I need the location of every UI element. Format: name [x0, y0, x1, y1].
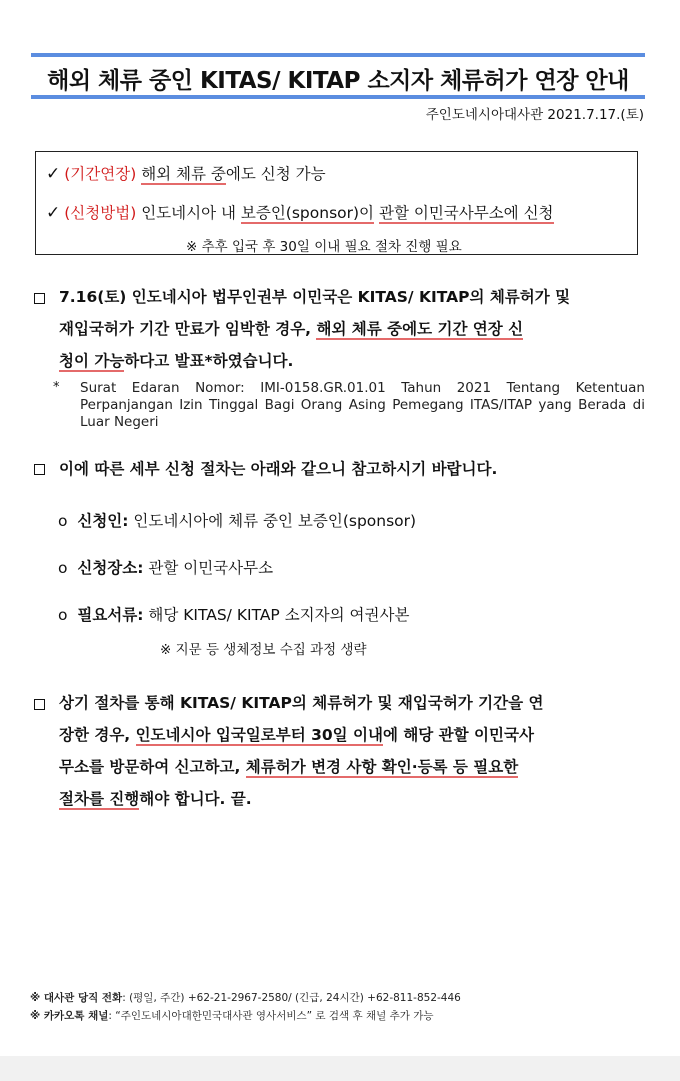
checkbox-bullet-icon — [34, 293, 45, 304]
section1-paragraph: 7.16(토) 인도네시아 법무인권부 이민국은 KITAS/ KITAP의 체류허가 및 재입국허가 기간 만료가 임박한 경우, 해외 체류 중에도 기간 연장 신 청이 가능하다고 발표*하였습니다. — [59, 288, 571, 370]
footer-phone: ※ 대사관 당직 전화: (평일, 주간) +62-21-2967-2580/ (긴급, 24시간) +62-811-852-446 — [30, 992, 461, 1004]
summary-line-method: ✓ (신청방법) 인도네시아 내 보증인(sponsor)이 관할 이민국사무소에 신청 — [46, 203, 554, 223]
bottom-strip — [0, 1056, 680, 1081]
issuer-date: 주인도네시아대사관 2021.7.17.(토) — [425, 107, 644, 123]
check-icon: ✓ — [46, 164, 61, 184]
summary-line-extension: ✓ (기간연장) 해외 체류 중에도 신청 가능 — [46, 164, 326, 184]
list-item: o 신청인: 인도네시아에 체류 중인 보증인(sponsor) — [58, 512, 417, 530]
list-item: o 신청장소: 관할 이민국사무소 — [58, 559, 274, 577]
title-top-rule — [31, 53, 645, 57]
footnote-text: Surat Edaran Nomor: IMI-0158.GR.01.01 Tahun 2021 Tentang Ketentuan Perpanjangan Izin Tinggal Bagi Orang Asing Pemegang ITAS/ITAP yang Berada di Luar Negeri — [80, 380, 645, 430]
footer-kakao: ※ 카카오톡 채널: “주인도네시아대한민국대사관 영사서비스” 로 검색 후 채널 추가 가능 — [30, 1010, 434, 1022]
section2-note: ※ 지문 등 생체정보 수집 과정 생략 — [160, 642, 367, 658]
checkbox-bullet-icon — [34, 699, 45, 710]
summary-box — [35, 151, 638, 255]
checkbox-bullet-icon — [34, 464, 45, 475]
section2-intro: 이에 따른 세부 신청 절차는 아래와 같으니 참고하시기 바랍니다. — [59, 460, 498, 478]
footnote-marker: * — [53, 380, 60, 395]
page-title: 해외 체류 중인 KITAS/ KITAP 소지자 체류허가 연장 안내 — [47, 68, 629, 94]
summary-note: ※ 추후 입국 후 30일 이내 필요 절차 진행 필요 — [186, 239, 462, 255]
section3-paragraph: 상기 절차를 통해 KITAS/ KITAP의 체류허가 및 재입국허가 기간을 연 장한 경우, 인도네시아 입국일로부터 30일 이내에 해당 관할 이민국사 무소를 방문하여 신고하고, 체류허가 변경 사항 확인·등록 등 필요한 절차를 진행해야 합니다. 끝. — [59, 694, 544, 808]
check-icon: ✓ — [46, 203, 61, 223]
title-bottom-rule — [31, 95, 645, 99]
list-item: o 필요서류: 해당 KITAS/ KITAP 소지자의 여권사본 — [58, 606, 410, 624]
